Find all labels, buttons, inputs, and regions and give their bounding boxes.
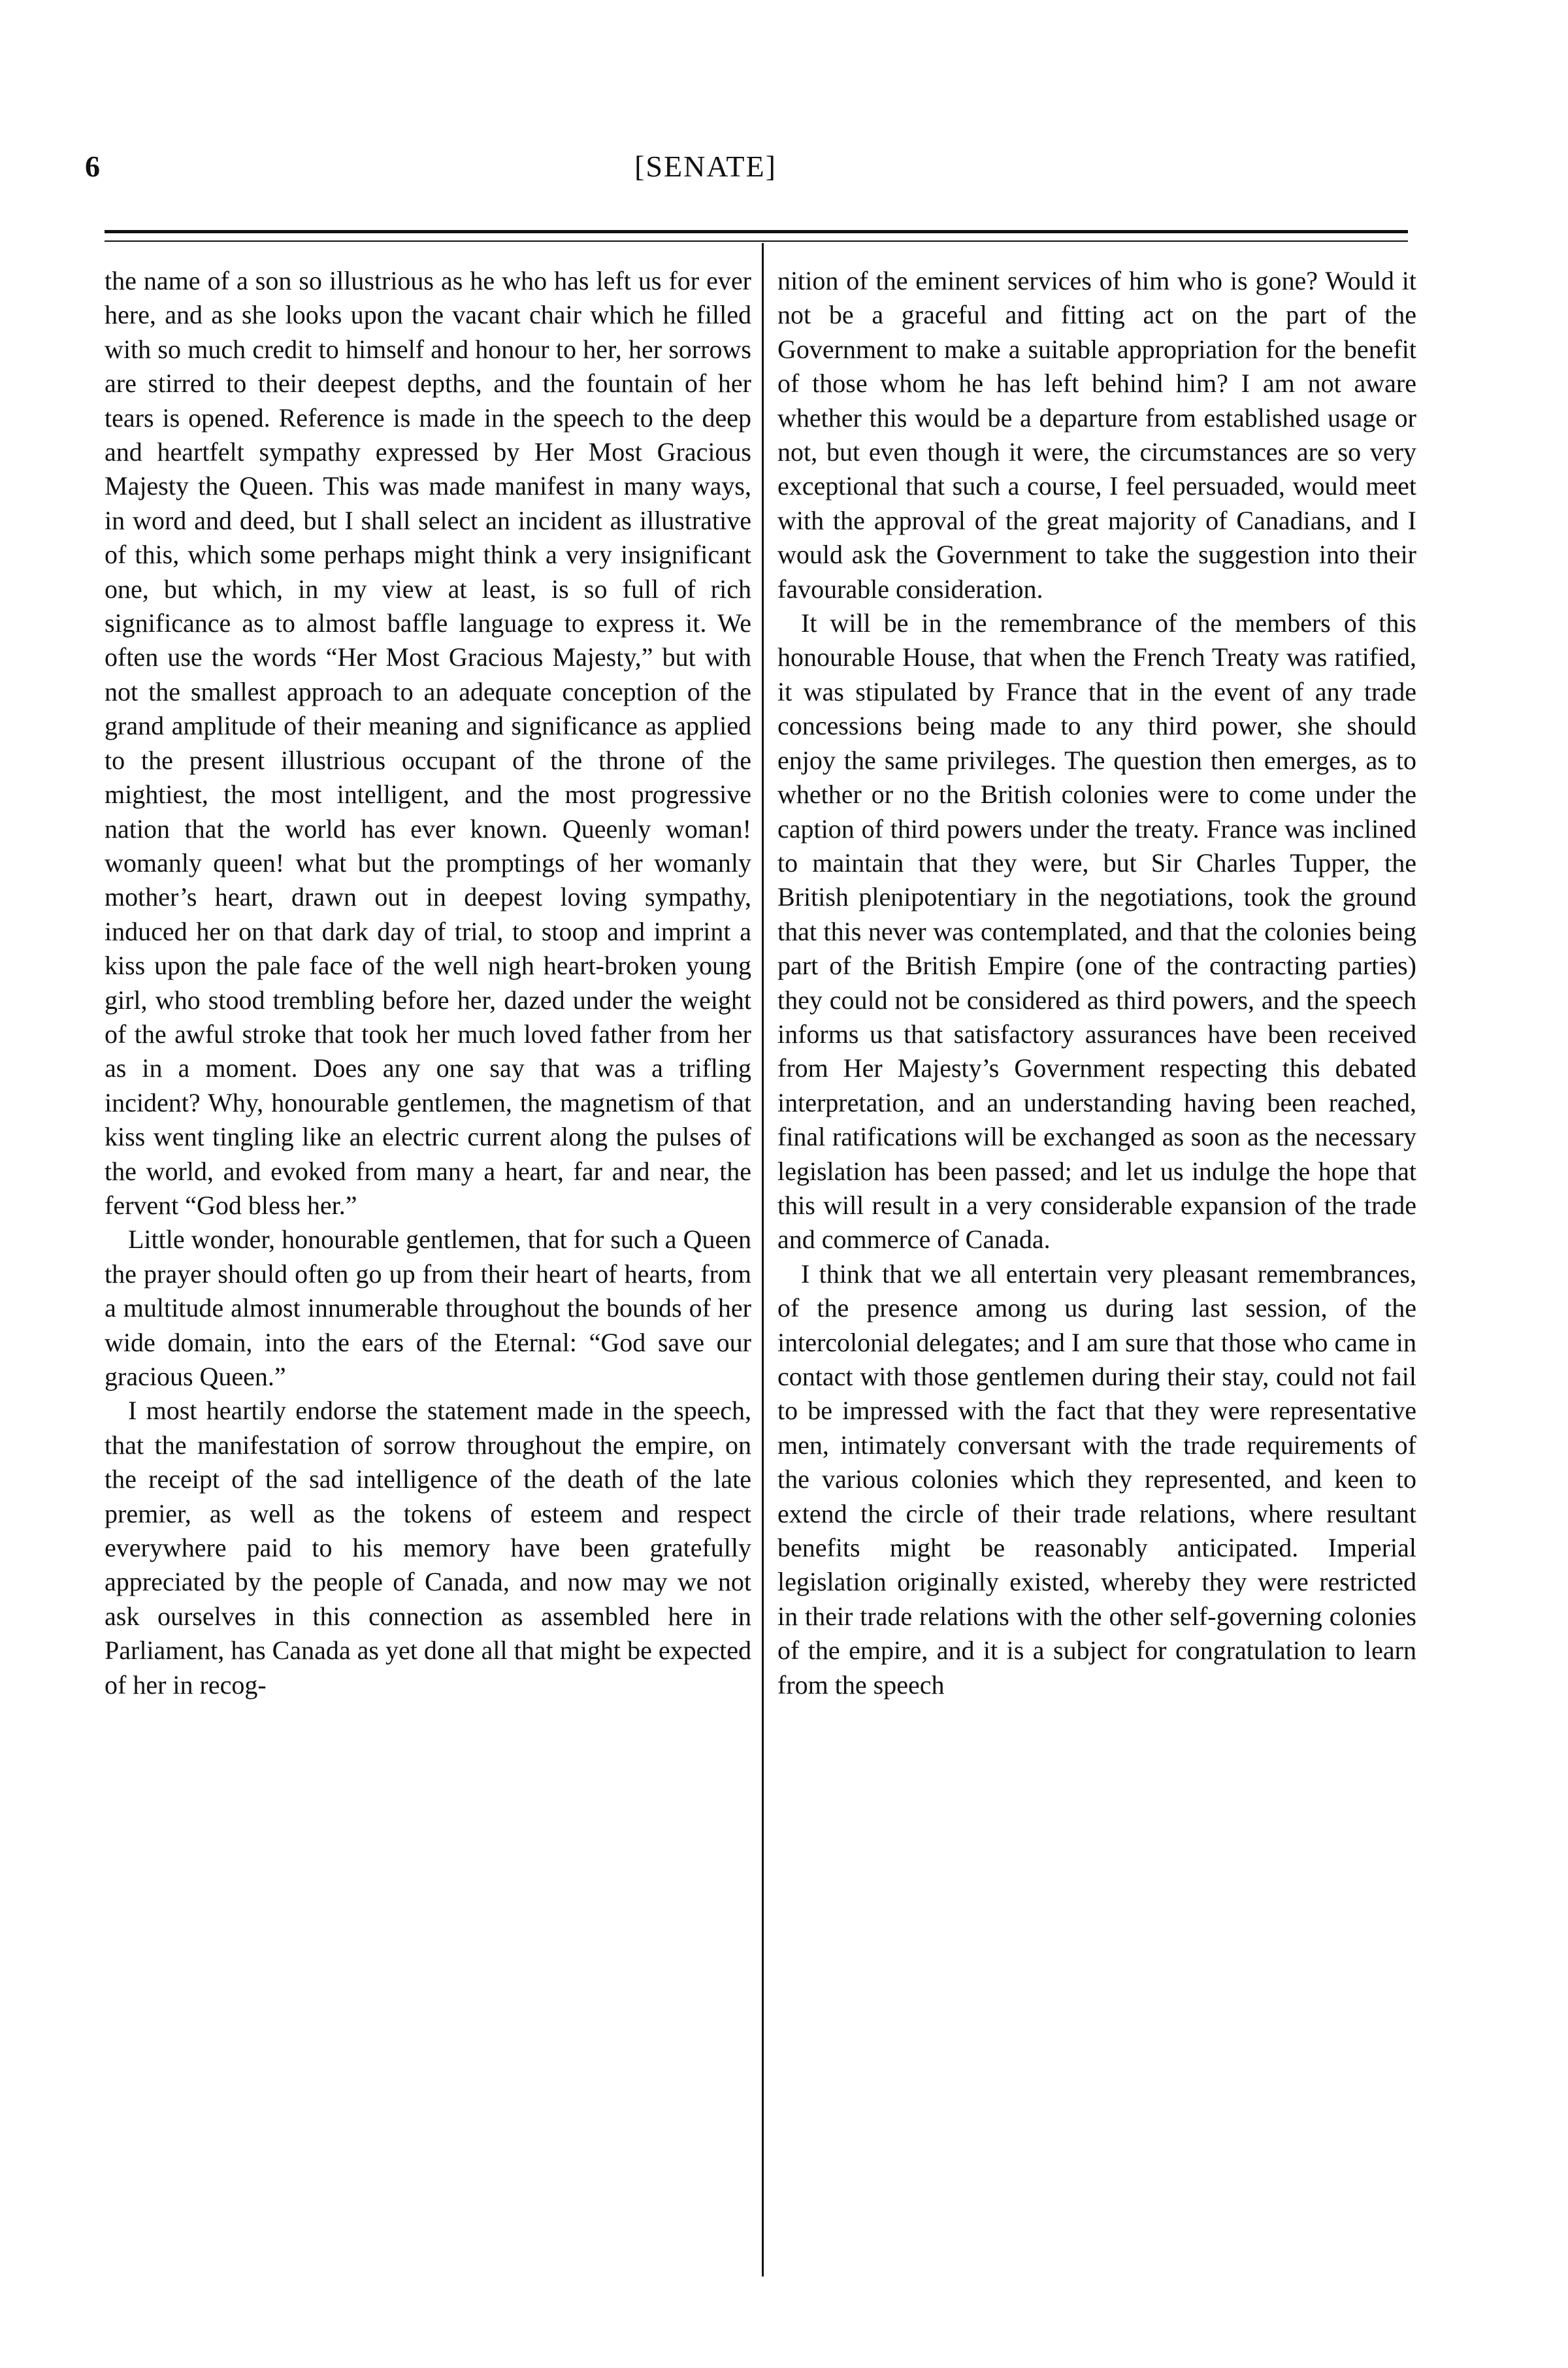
paragraph: the name of a son so illustrious as he who has left us for ever here, and as she looks upon the vacant chair which he filled with so much credit to himself and honour to her, her sorrows are stirred to their deepest depths, and the fountain of her tears is opened. Reference is made in the speech to the deep and heartfelt sympathy expressed by Her Most Gracious Majesty the Queen. This was made manifest in many ways, in word and deed, but I shall select an incident as illustrative of this, which some perhaps might think a very insignificant one, but which, in my view at least, is so full of rich significance as to almost baffle language to express it. We often use the words “Her Most Gracious Majesty,” but with not the smallest approach to an adequate conception of the grand amplitude of their meaning and significance as applied to the present illustrious occupant of the throne of the mightiest, the most intelligent, and the most progressive nation that the world has ever known. Queenly woman! womanly queen! what but the promptings of her womanly mother’s heart, drawn out in deepest loving sympathy, induced her on that dark day of trial, to stoop and imprint a kiss upon the pale face of the well nigh heart-broken young girl, who stood trembling before her, dazed under the weight of the awful stroke that took her much loved father from her as in a moment. Does any one say that was a trifling incident? Why, honourable gentlemen, the magnetism of that kiss went tingling like an electric current along the pulses of the world, and evoked from many a heart, far and near, the fervent “God bless her.” xyxy=(105,266,751,1220)
paragraph: Little wonder, honourable gentlemen, that for such a Queen the prayer should often go up from their heart of hearts, from a multitude almost innumerable throughout the bounds of her wide domain, into the ears of the Eternal: “God save our gracious Queen.” xyxy=(105,1225,751,1391)
paragraph: nition of the eminent services of him who is gone? Would it not be a graceful and fitting act on the part of the Government to make a suitable appropriation for the benefit of those whom he has left behind him? I am not aware whether this would be a departure from established usage or not, but even though it were, the circumstances are so very exceptional that such a course, I feel persuaded, would meet with the approval of the great majority of Canadians, and I would ask the Government to take the suggestion into their favourable consideration. xyxy=(777,266,1416,604)
right-column xyxy=(777,264,1416,1702)
column-divider xyxy=(762,243,764,2277)
header-rule-thin xyxy=(105,240,1408,242)
page-number: 6 xyxy=(85,150,100,183)
paragraph: It will be in the remembrance of the members of this honourable House, that when the French Treaty was ratified, it was stipulated by France that in the event of any trade concessions being made to any third power, she should enjoy the same privileges. The question then emerges, as to whether or no the British colonies were to come under the caption of third powers under the treaty. France was inclined to maintain that they were, but Sir Charles Tupper, the British plenipotentiary in the negotiations, took the ground that this never was contemplated, and that the colonies being part of the British Empire (one of the contracting parties) they could not be considered as third powers, and the speech informs us that satisfactory assurances have been received from Her Majesty’s Government respecting this debated interpretation, and an understanding having been reached, final ratifications will be exchanged as soon as the necessary legislation has been passed; and let us indulge the hope that this will result in a very considerable expansion of the trade and commerce of Canada. xyxy=(777,608,1416,1255)
header-rule-thick xyxy=(105,230,1408,233)
page-header: [SENATE] xyxy=(634,150,777,183)
paragraph: I most heartily endorse the statement made in the speech, that the manifestation of sorrow throughout the empire, on the receipt of the sad intelligence of the death of the late premier, as well as the tokens of esteem and respect everywhere paid to his memory have been gratefully appreciated by the people of Canada, and now may we not ask ourselves in this connection as assembled here in Parliament, has Canada as yet done all that might be expected of her in recog- xyxy=(105,1396,751,1700)
paragraph: I think that we all entertain very pleasant remembrances, of the presence among us during last session, of the intercolonial delegates; and I am sure that those who came in contact with those gentlemen during their stay, could not fail to be impressed with the fact that they were representative men, intimately conversant with the trade requirements of the various colonies which they represented, and keen to extend the circle of their trade relations, where resultant benefits might be reasonably anticipated. Imperial legislation originally existed, whereby they were restricted in their trade relations with the other self-governing colonies of the empire, and it is a subject for congratulation to learn from the speech xyxy=(777,1258,1416,1700)
left-column xyxy=(105,264,751,1702)
